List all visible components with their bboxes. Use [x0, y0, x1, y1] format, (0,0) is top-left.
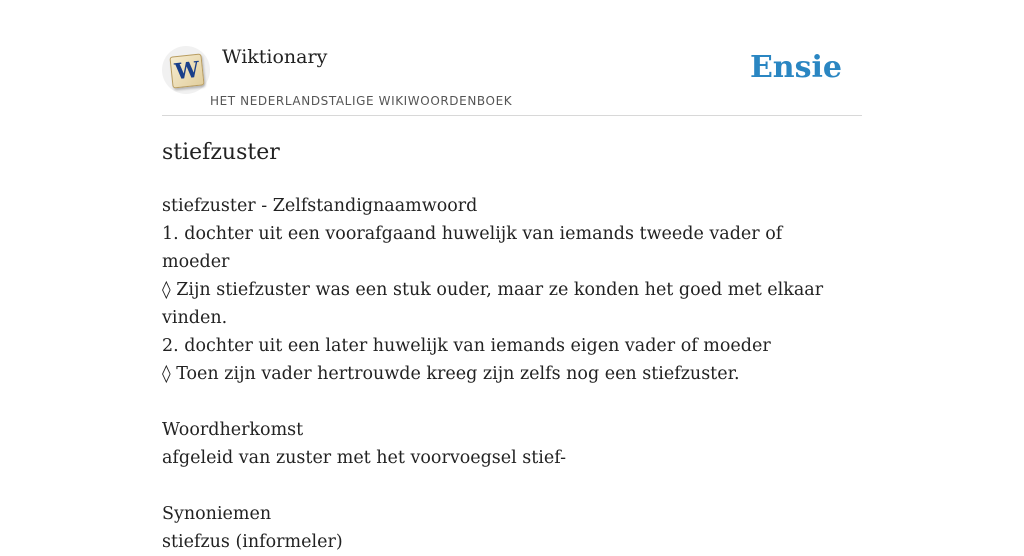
spacer	[162, 472, 852, 500]
entry-content	[162, 192, 852, 556]
wiktionary-logo[interactable]	[162, 46, 210, 94]
definition-1: 1. dochter uit een voorafgaand huwelijk van iemands tweede vader of moeder	[162, 224, 783, 272]
example-2: ◊ Toen zijn vader hertrouwde kreeg zijn zelfs nog een stiefzuster.	[162, 364, 740, 384]
logo-tile-icon: W	[169, 53, 204, 88]
example-1: ◊ Zijn stiefzuster was een stuk ouder, maar ze konden het goed met elkaar vinden.	[162, 280, 824, 328]
etymology-text: afgeleid van zuster met het voorvoegsel stief-	[162, 448, 567, 468]
page-title: stiefzuster	[162, 140, 280, 165]
site-tagline: HET NEDERLANDSTALIGE WIKIWOORDENBOEK	[210, 94, 513, 108]
definition-2: 2. dochter uit een later huwelijk van iemands eigen vader of moeder	[162, 336, 771, 356]
site-header	[162, 40, 862, 116]
site-name[interactable]: Wiktionary	[222, 46, 328, 68]
ensie-logo[interactable]: Ensie	[749, 50, 842, 85]
spacer	[162, 388, 852, 416]
entry-heading: stiefzuster - Zelfstandignaamwoord	[162, 196, 478, 216]
synonyms-heading: Synoniemen	[162, 504, 272, 524]
etymology-heading: Woordherkomst	[162, 420, 304, 440]
synonyms-text: stiefzus (informeler)	[162, 532, 343, 552]
